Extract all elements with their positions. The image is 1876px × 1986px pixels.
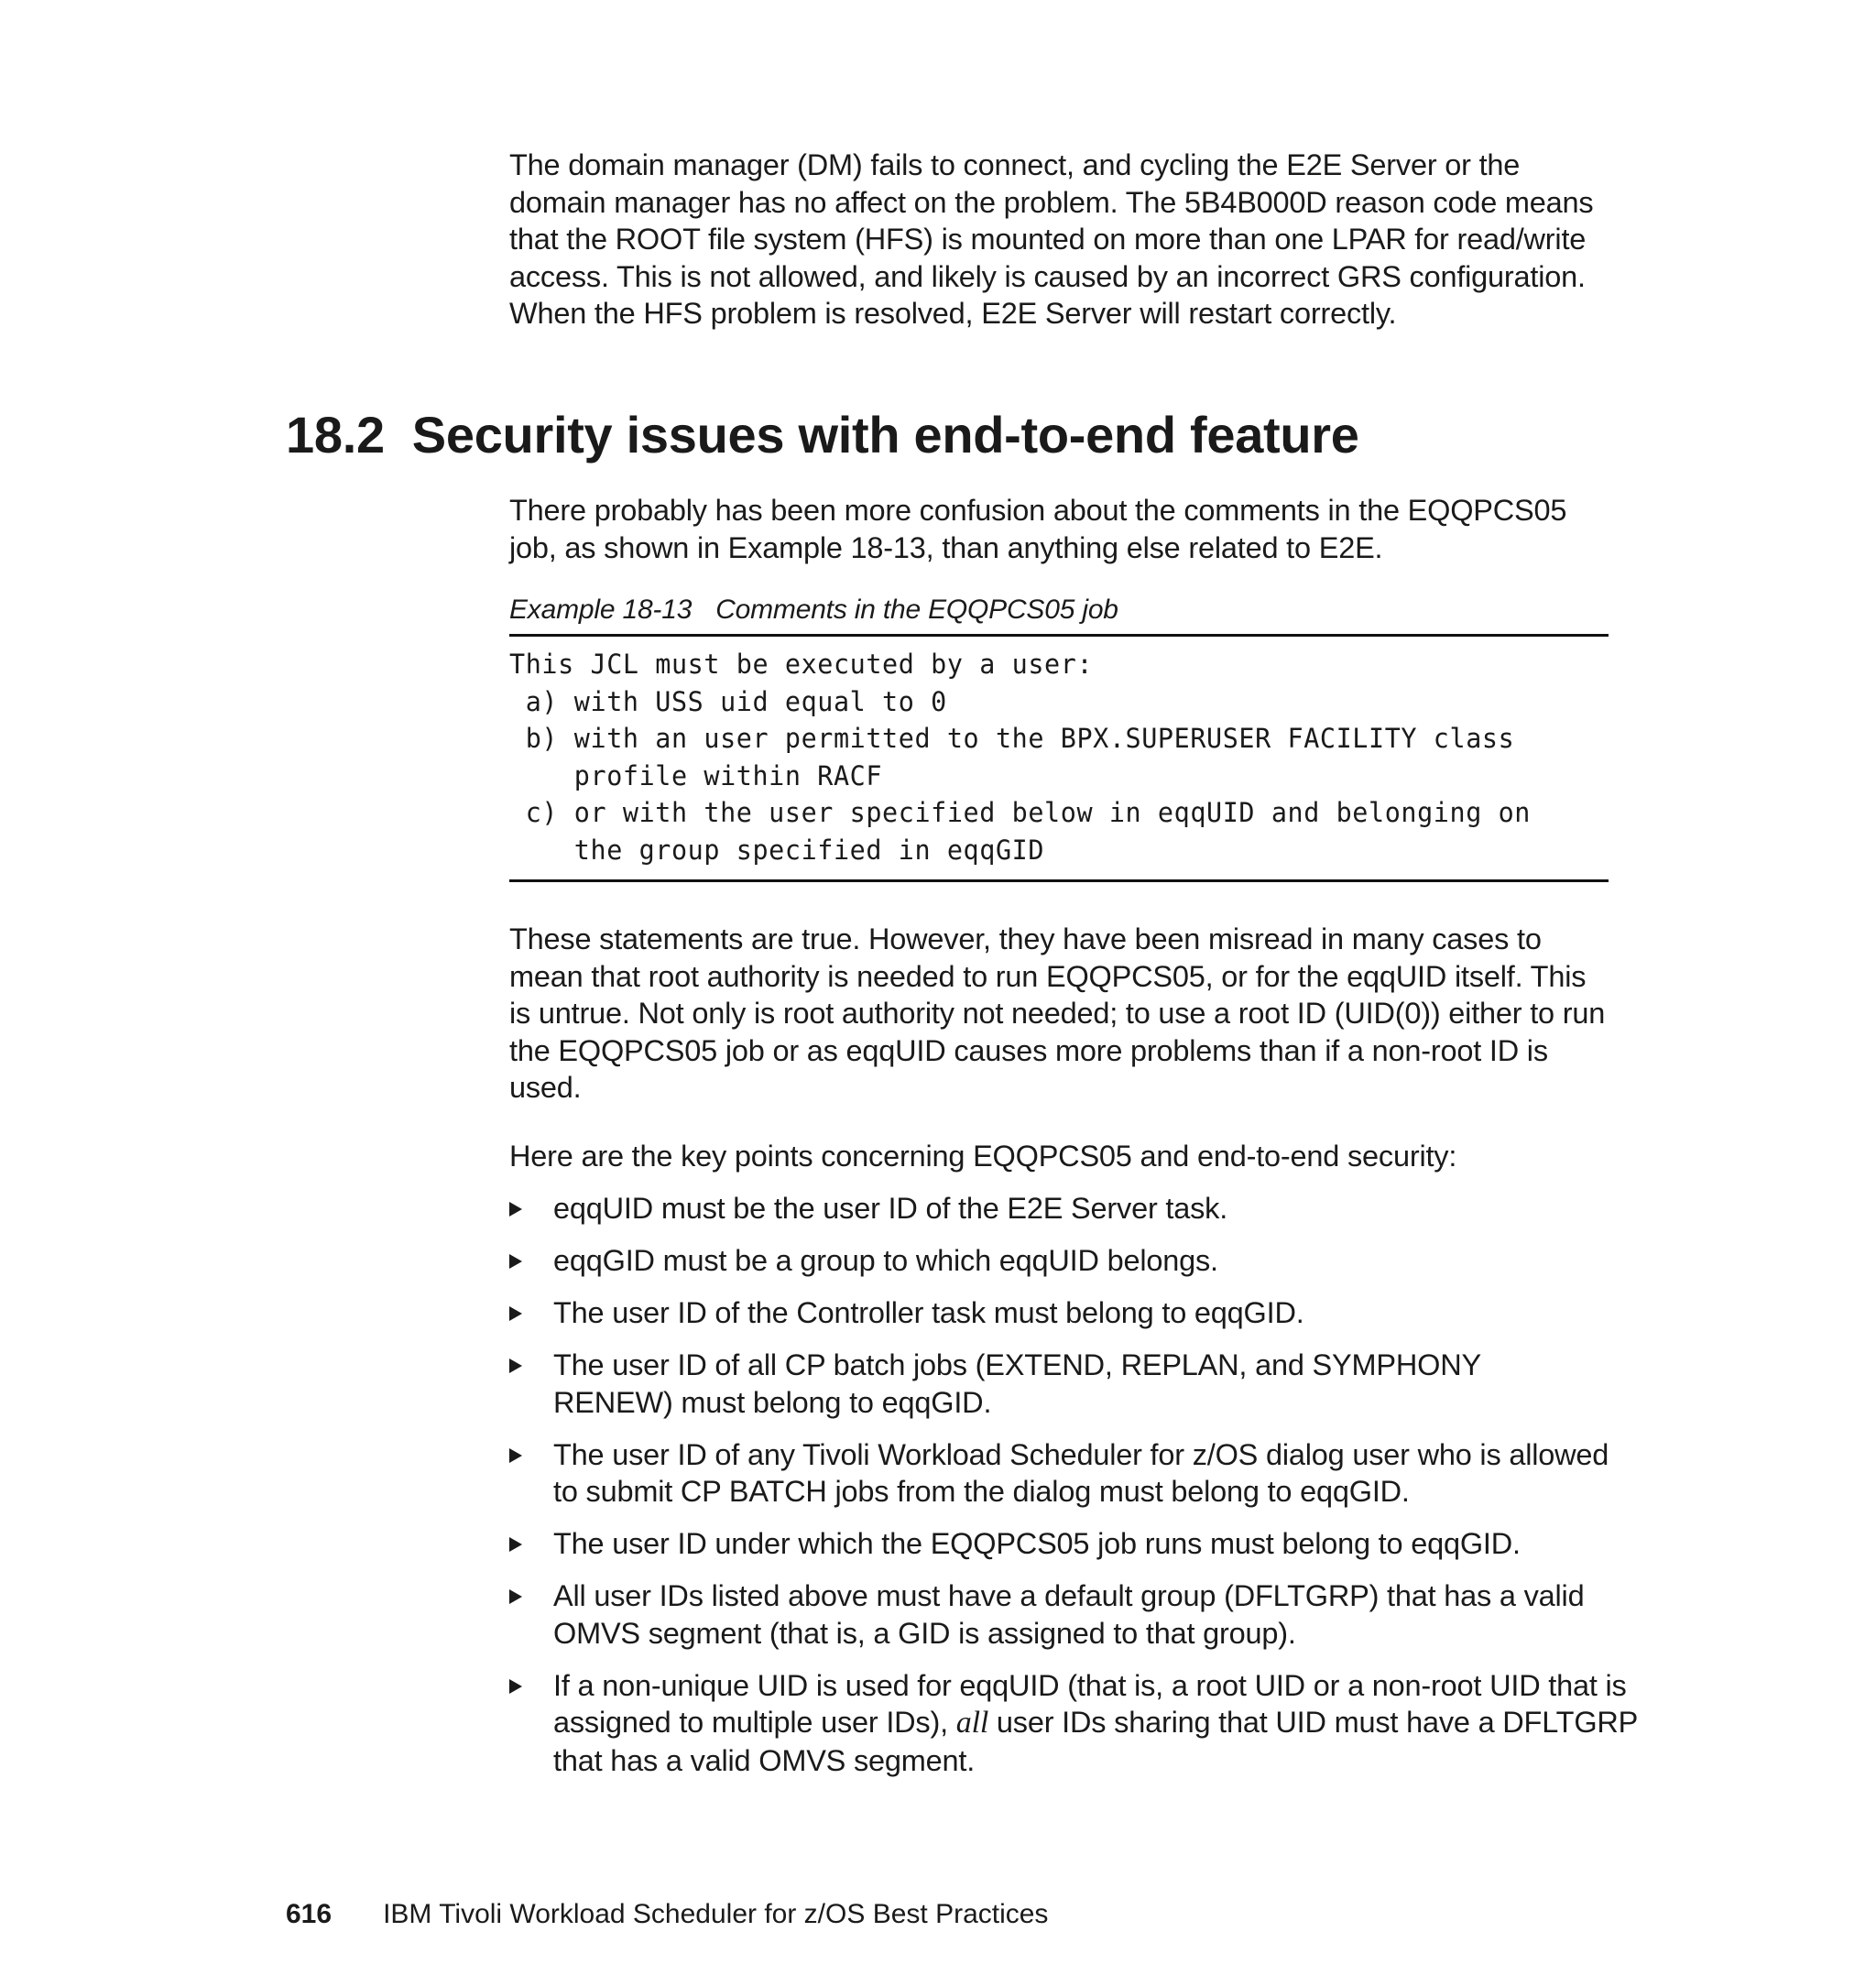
bullet-arrow-icon (509, 1537, 522, 1552)
list-item: All user IDs listed above must have a default group (DFLTGRP) that has a valid OMVS segment (that is, a GID is assigned to that group). (509, 1577, 1634, 1652)
bullet-arrow-icon (509, 1254, 522, 1269)
statements-paragraph: These statements are true. However, they have been misread in many cases to mean that root authority is needed to run EQQPCS05, or for the eqqUID itself. This is untrue. Not only is root authority not needed; to use a root ID (UID(0)) either to run the EQQPCS05 job or as eqqUID causes more problems than if a non-root ID is used. (509, 922, 1606, 1104)
code-line: This JCL must be executed by a user: (509, 649, 1094, 680)
bullet-arrow-icon (509, 1359, 522, 1373)
section-intro-paragraph: There probably has been more confusion about the comments in the EQQPCS05 job, as shown in Example 18-13, than anything else related to E2E. (509, 494, 1567, 564)
code-listing (509, 634, 1609, 882)
list-item: The user ID of any Tivoli Workload Scheduler for z/OS dialog user who is allowed to submit CP BATCH jobs from the dialog must belong to eqqGID. (509, 1436, 1634, 1511)
example-caption (509, 594, 1609, 627)
section-number: 18.2 (286, 406, 385, 464)
bullet-arrow-icon (509, 1202, 522, 1217)
list-item: eqqGID must be a group to which eqqUID belongs. (509, 1242, 1609, 1280)
code-line: profile within RACF (509, 759, 883, 791)
code-line: c) or with the user specified below in eqqUID and belonging on (509, 797, 1531, 828)
page-footer (286, 1898, 1048, 1931)
section-title: Security issues with end-to-end feature (411, 406, 1359, 464)
bullet-arrow-icon (509, 1589, 522, 1604)
section-body (509, 492, 1638, 1795)
intro-paragraph: The domain manager (DM) fails to connect, and cycling the E2E Server or the domain manager has no affect on the problem. The 5B4B000D reason code means that the ROOT file system (HFS) is mounted on more than one LPAR for read/write access. This is not allowed, and likely is caused by an incorrect GRS configuration. When the HFS problem is resolved, E2E Server will restart correctly. (509, 148, 1594, 330)
list-item: The user ID of the Controller task must belong to eqqGID. (509, 1294, 1609, 1332)
list-item: If a non-unique UID is used for eqqUID (that is, a root UID or a non-root UID that is assigned to multiple user IDs), all user IDs sharing that UID must have a DFLTGRP that has a valid OMVS segment. (509, 1667, 1652, 1780)
bullet-arrow-icon (509, 1306, 522, 1321)
emphasis-text: all (955, 1706, 989, 1740)
bullet-arrow-icon (509, 1679, 522, 1694)
section-heading (286, 405, 1359, 464)
code-line: a) with USS uid equal to 0 (509, 685, 947, 717)
example-title: Comments in the EQQPCS05 job (715, 595, 1118, 625)
bullet-arrow-icon (509, 1448, 522, 1463)
key-points-intro: Here are the key points concerning EQQPCS05 and end-to-end security: (509, 1139, 1457, 1173)
code-line: the group specified in eqqGID (509, 834, 1045, 866)
list-item: The user ID under which the EQQPCS05 job runs must belong to eqqGID. (509, 1525, 1609, 1563)
example-block (509, 594, 1609, 882)
list-item: The user ID of all CP batch jobs (EXTEND, REPLAN, and SYMPHONY RENEW) must belong to eqqGID. (509, 1347, 1497, 1421)
page-body (509, 147, 1609, 333)
book-title: IBM Tivoli Workload Scheduler for z/OS Best Practices (383, 1899, 1049, 1929)
code-line: b) with an user permitted to the BPX.SUPERUSER FACILITY class (509, 723, 1515, 754)
key-points-list (509, 1190, 1638, 1779)
list-item: eqqUID must be the user ID of the E2E Server task. (509, 1190, 1609, 1228)
page-number: 616 (286, 1899, 333, 1929)
example-label: Example 18-13 (509, 595, 693, 625)
